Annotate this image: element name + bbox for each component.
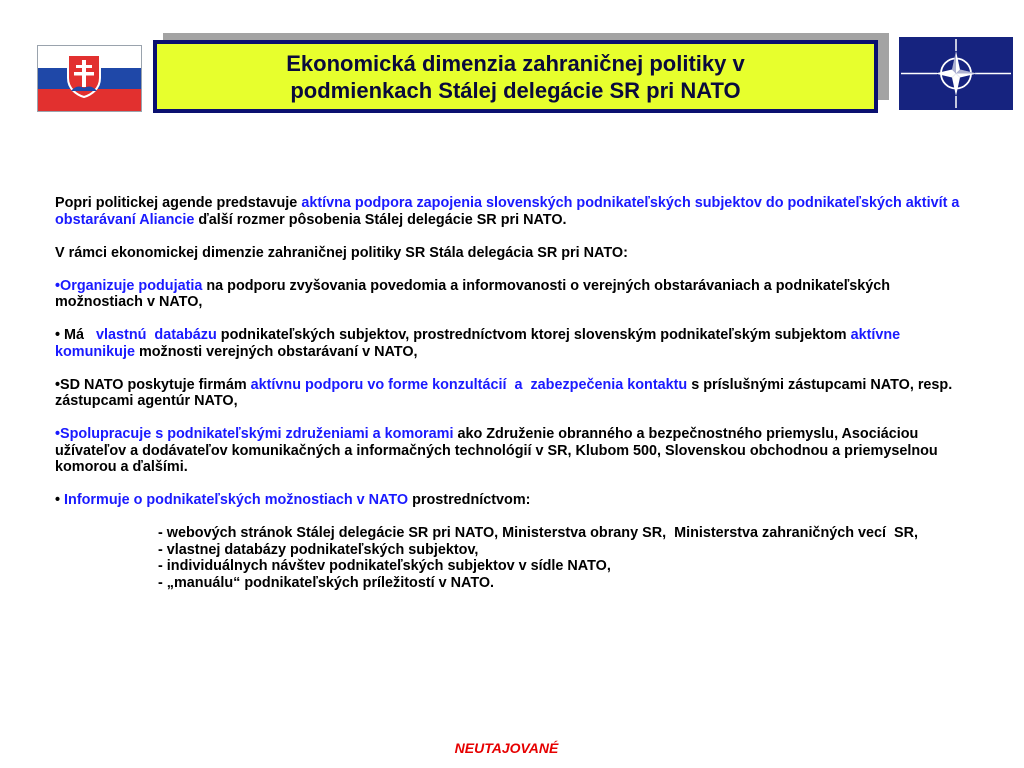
highlight-text: Informuje o podnikateľských možnostiach v NATO <box>64 492 409 508</box>
bullet-konzultacie: •SD NATO poskytuje firmám aktívnu podporu vo forme konzultácií a zabezpečenia kontaktu s príslušnými zástupcami NATO, resp. zástupcami agentúr NATO, <box>55 376 953 409</box>
highlight-text: aktívne komunikuje <box>55 327 901 360</box>
intro-paragraph: Popri politickej agende predstavuje aktívna podpora zapojenia slovenských podnikateľských subjektov do podnikateľských aktivít a obstarávaní Aliancie ďalší rozmer pôsobenia Stálej delegácie SR pri NATO. <box>55 195 960 228</box>
list-item: - vlastnej databázy podnikateľských subjektov, <box>158 541 479 558</box>
slovak-flag-icon <box>37 45 142 112</box>
list-item: - „manuálu“ podnikateľských príležitostí v NATO. <box>158 574 495 591</box>
bullet-organizuje: •Organizuje podujatia na podporu zvyšovania povedomia a informovanosti o verejných obstarávaniach a podnikateľských možnostiach v NATO, <box>55 277 891 310</box>
highlight-text: aktívna podpora zapojenia slovenských podnikateľských subjektov do podnikateľských aktivít a obstarávaní Aliancie <box>55 195 960 228</box>
nato-flag-icon <box>899 37 1013 110</box>
lead-paragraph: V rámci ekonomickej dimenzie zahraničnej politiky SR Stála delegácia SR pri NATO: <box>55 244 628 261</box>
classification-label: NEUTAJOVANÉ <box>454 740 559 756</box>
title-box <box>153 40 878 113</box>
page-title-line-1: Ekonomická dimenzia zahraničnej politiky v <box>286 50 745 76</box>
bullet-spolupracuje: •Spolupracuje s podnikateľskými združeniami a komorami ako Združenie obranného a bezpečnostného priemyslu, Asociáciou užívateľov a dodávateľov komunikačných a informačných technológií v SR, Klubom 500, Slovenskou obchodnou a priemyselnou komorou a ďalšími. <box>55 426 938 475</box>
list-item: - webových stránok Stálej delegácie SR pri NATO, Ministerstva obrany SR, Ministerstva zahraničných vecí SR, <box>158 525 919 541</box>
coat-of-arms-icon <box>67 54 101 98</box>
content-body <box>55 195 970 591</box>
bullet-databaza: • Má vlastnú databázu podnikateľských subjektov, prostredníctvom ktorej slovenským podnikateľským subjektom aktívne komunikuje možnosti verejných obstarávaní v NATO, <box>55 327 901 360</box>
highlight-text: aktívnu podporu vo forme konzultácií a zabezpečenia kontaktu <box>250 376 688 393</box>
bullet-informuje: • Informuje o podnikateľských možnostiach v NATO prostredníctvom: <box>55 492 531 508</box>
page-title-line-2: podmienkach Stálej delegácie SR pri NATO <box>290 77 741 103</box>
highlight-text: vlastnú databázu <box>96 327 217 343</box>
highlight-text: Spolupracuje s podnikateľskými združeniami a komorami <box>60 426 454 442</box>
channel-list <box>158 525 970 591</box>
highlight-text: Organizuje podujatia <box>60 277 203 294</box>
list-item: - individuálnych návštev podnikateľských subjektov v sídle NATO, <box>158 558 611 574</box>
